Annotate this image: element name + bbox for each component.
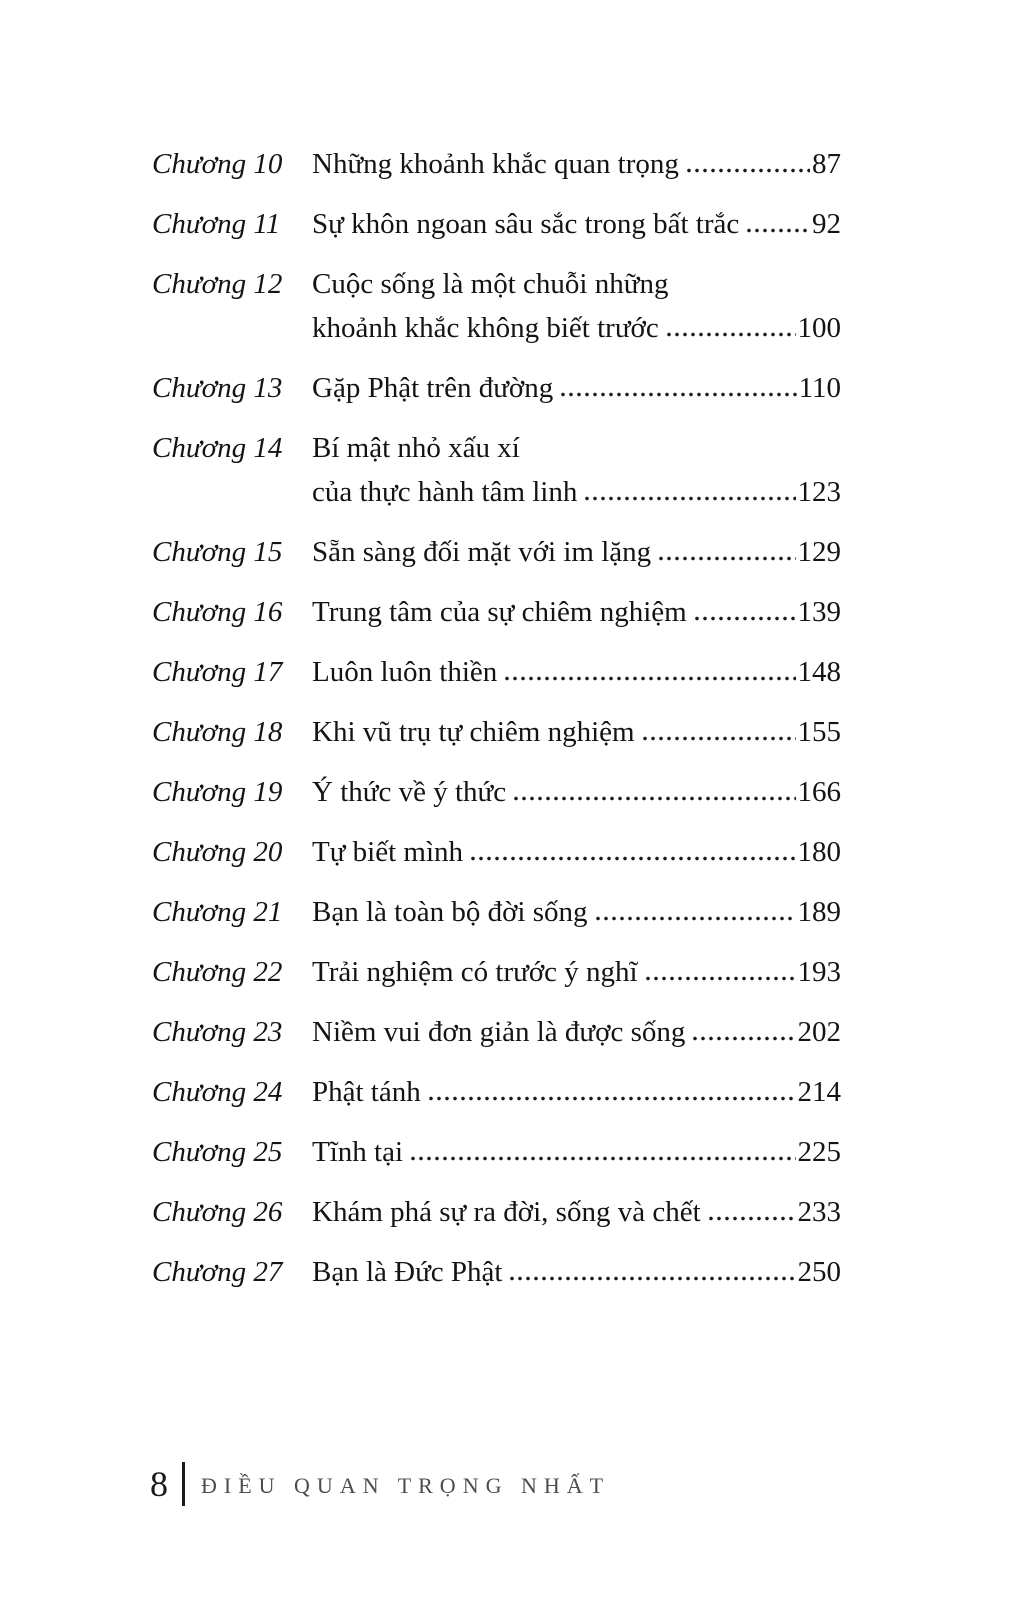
toc-entry-lines (312, 530, 841, 574)
toc-entry (152, 1070, 841, 1114)
toc-page-number: 202 (797, 1016, 841, 1048)
toc-page-number: 214 (797, 1076, 841, 1108)
toc-entry-line (312, 590, 841, 634)
toc-chapter-title: khoảnh khắc không biết trước (312, 312, 659, 344)
toc-entry-line (312, 366, 841, 410)
toc-entry-line (312, 470, 841, 514)
toc-chapter-label: Chương 14 (152, 432, 283, 464)
toc-chapter-title: Trải nghiệm có trước ý nghĩ (312, 956, 638, 988)
toc-chapter-title: Phật tánh (312, 1076, 421, 1108)
toc-chapter-title: Cuộc sống là một chuỗi những (312, 268, 669, 300)
dot-leader (512, 796, 795, 801)
toc-entry-line (312, 1250, 841, 1294)
toc-entry-lines (312, 650, 841, 694)
toc-chapter-label: Chương 21 (152, 896, 283, 928)
toc-page-number: 225 (797, 1136, 841, 1168)
toc-page-number: 110 (798, 372, 841, 404)
toc-entry-lines (312, 1190, 841, 1234)
toc-entry-lines (312, 830, 841, 874)
dot-leader (691, 1036, 795, 1041)
toc-chapter-title: Bạn là Đức Phật (312, 1256, 503, 1288)
toc-page-number: 180 (797, 836, 841, 868)
toc-chapter-title: Ý thức về ý thức (312, 776, 507, 808)
toc-chapter-title: Sẵn sàng đối mặt với im lặng (312, 536, 652, 568)
toc-chapter-label: Chương 23 (152, 1016, 283, 1048)
toc-entry-line (312, 1070, 841, 1114)
toc-entry-lines (312, 950, 841, 994)
toc-page-number: 129 (797, 536, 841, 568)
toc-chapter-title: Khi vũ trụ tự chiêm nghiệm (312, 716, 635, 748)
toc-chapter-title: Niềm vui đơn giản là được sống (312, 1016, 686, 1048)
toc-chapter-label: Chương 24 (152, 1076, 283, 1108)
toc-entry-lines (312, 366, 841, 410)
toc-chapter-label: Chương 19 (152, 776, 283, 808)
toc-entry-line (312, 650, 841, 694)
toc-entry-line (312, 1130, 841, 1174)
toc-entry (152, 142, 841, 186)
dot-leader (665, 332, 796, 337)
toc-entry (152, 1010, 841, 1054)
toc-entry-line (312, 262, 841, 306)
dot-leader (503, 676, 795, 681)
toc-entry (152, 530, 841, 574)
toc-entry-lines (312, 770, 841, 814)
toc-chapter-title: Sự khôn ngoan sâu sắc trong bất trắc (312, 208, 740, 240)
toc-entry-line (312, 1190, 841, 1234)
toc-chapter-label: Chương 25 (152, 1136, 283, 1168)
toc-entry-line (312, 950, 841, 994)
toc-chapter-label: Chương 10 (152, 148, 283, 180)
toc-chapter-label: Chương 22 (152, 956, 283, 988)
toc-chapter-title: Tĩnh tại (312, 1136, 404, 1168)
toc-page-number: 155 (797, 716, 841, 748)
dot-leader (707, 1216, 796, 1221)
toc-entry-lines (312, 1070, 841, 1114)
toc-page-number: 123 (797, 476, 841, 508)
dot-leader (508, 1276, 795, 1281)
toc-entry-lines (312, 1130, 841, 1174)
dot-leader (559, 392, 796, 397)
dot-leader (583, 496, 795, 501)
toc-entry-lines (312, 710, 841, 754)
dot-leader (685, 168, 810, 173)
dot-leader (641, 736, 796, 741)
toc-entry-line (312, 202, 841, 246)
toc-entry-line (312, 770, 841, 814)
toc-page-number: 233 (797, 1196, 841, 1228)
dot-leader (644, 976, 796, 981)
toc-chapter-title: Tự biết mình (312, 836, 464, 868)
toc-entry-lines (312, 426, 841, 514)
toc-entry-lines (312, 142, 841, 186)
page-footer (150, 1462, 610, 1506)
dot-leader (657, 556, 795, 561)
dot-leader (693, 616, 796, 621)
toc-entry-line (312, 142, 841, 186)
toc-chapter-title: Những khoảnh khắc quan trọng (312, 148, 679, 180)
toc-chapter-label: Chương 13 (152, 372, 283, 404)
toc-page-number: 100 (797, 312, 841, 344)
toc-entry (152, 770, 841, 814)
toc-chapter-title: Gặp Phật trên đường (312, 372, 554, 404)
toc-chapter-label: Chương 17 (152, 656, 283, 688)
toc-page-number: 139 (797, 596, 841, 628)
toc-entry (152, 590, 841, 634)
toc-entry (152, 1130, 841, 1174)
dot-leader (427, 1096, 796, 1101)
footer-divider (182, 1462, 185, 1506)
dot-leader (409, 1156, 795, 1161)
toc-entry (152, 650, 841, 694)
toc-entry (152, 710, 841, 754)
toc-page-number: 87 (812, 148, 841, 180)
dot-leader (469, 856, 795, 861)
toc-chapter-label: Chương 27 (152, 1256, 283, 1288)
toc-entry-line (312, 530, 841, 574)
footer-page-number: 8 (150, 1464, 168, 1504)
toc-entry-lines (312, 262, 841, 350)
toc-page-number: 189 (797, 896, 841, 928)
toc-entry (152, 426, 841, 514)
toc-chapter-label: Chương 16 (152, 596, 283, 628)
footer-book-title: ĐIỀU QUAN TRỌNG NHẤT (201, 1473, 611, 1498)
toc-chapter-label: Chương 26 (152, 1196, 283, 1228)
dot-leader (745, 228, 810, 233)
toc-list (152, 142, 841, 1310)
toc-entry-lines (312, 1010, 841, 1054)
toc-page-number: 92 (812, 208, 841, 240)
toc-entry-line (312, 1010, 841, 1054)
toc-entry (152, 262, 841, 350)
toc-entry-line (312, 830, 841, 874)
toc-chapter-label: Chương 18 (152, 716, 283, 748)
toc-entry-line (312, 426, 841, 470)
dot-leader (594, 916, 796, 921)
toc-page-number: 148 (797, 656, 841, 688)
toc-chapter-title: Luôn luôn thiền (312, 656, 498, 688)
toc-chapter-label: Chương 15 (152, 536, 283, 568)
toc-page-number: 250 (797, 1256, 841, 1288)
toc-chapter-title: Trung tâm của sự chiêm nghiệm (312, 596, 687, 628)
toc-entry (152, 950, 841, 994)
toc-entry (152, 366, 841, 410)
toc-entry-line (312, 710, 841, 754)
toc-entry-lines (312, 590, 841, 634)
toc-chapter-label: Chương 20 (152, 836, 283, 868)
toc-entry (152, 890, 841, 934)
toc-entry (152, 1250, 841, 1294)
toc-entry-line (312, 890, 841, 934)
toc-entry-line (312, 306, 841, 350)
toc-entry-lines (312, 890, 841, 934)
toc-chapter-title: của thực hành tâm linh (312, 476, 578, 508)
toc-entry (152, 830, 841, 874)
toc-entry (152, 202, 841, 246)
toc-chapter-title: Bạn là toàn bộ đời sống (312, 896, 588, 928)
toc-entry-lines (312, 1250, 841, 1294)
toc-page-number: 193 (797, 956, 841, 988)
toc-chapter-title: Bí mật nhỏ xấu xí (312, 432, 520, 464)
toc-chapter-label: Chương 11 (152, 208, 281, 240)
toc-chapter-title: Khám phá sự ra đời, sống và chết (312, 1196, 701, 1228)
toc-entry (152, 1190, 841, 1234)
toc-entry-lines (312, 202, 841, 246)
toc-page-number: 166 (797, 776, 841, 808)
toc-chapter-label: Chương 12 (152, 268, 283, 300)
